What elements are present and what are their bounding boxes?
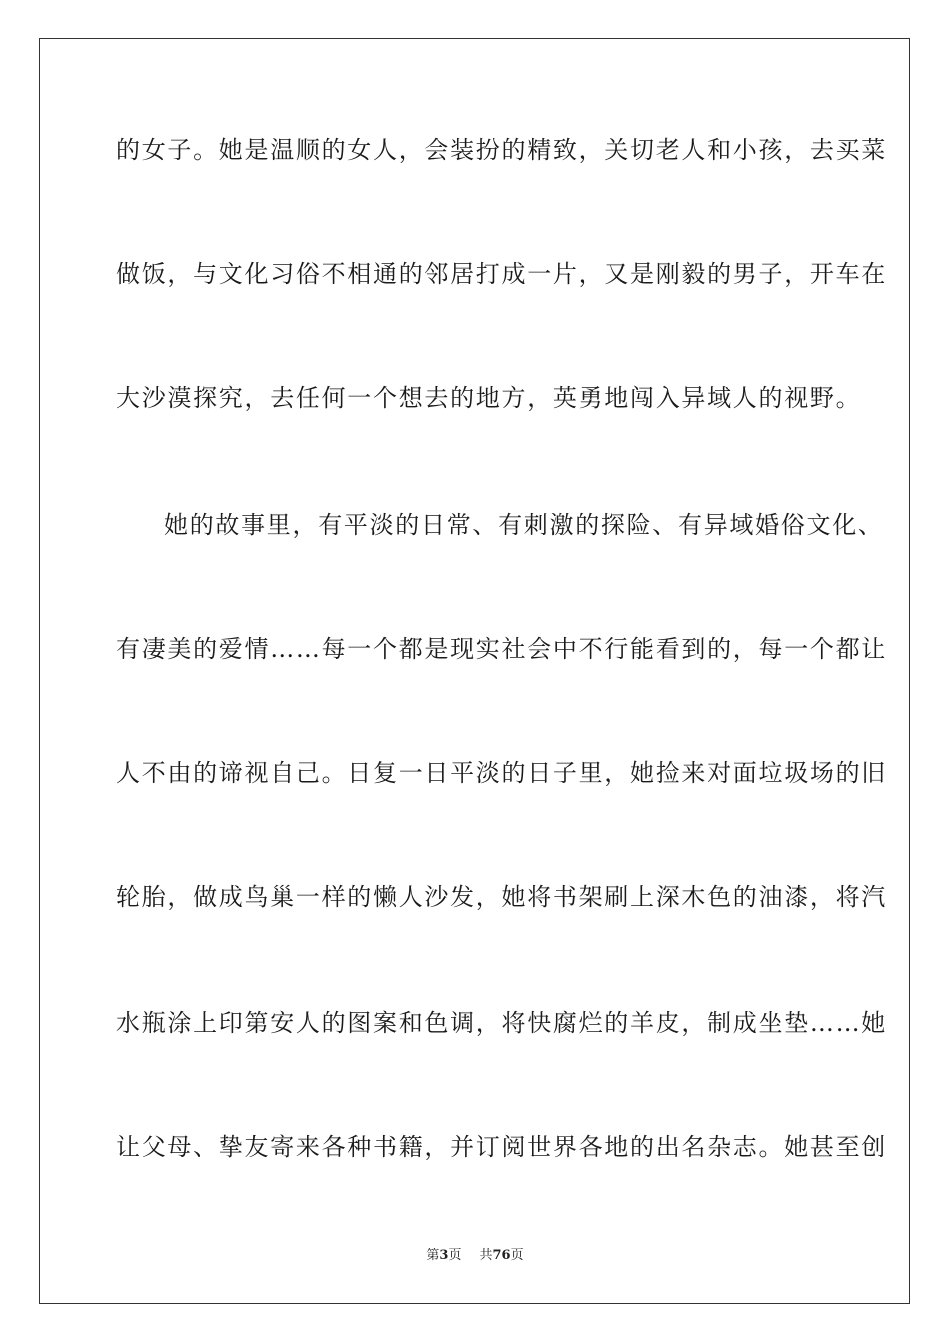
page-footer [0, 1247, 950, 1265]
text-line-9: 让父母、挚友寄来各种书籍，并订阅世界各地的出名杂志。她甚至创 [116, 1133, 887, 1161]
text-line-3: 大沙漠探究，去任何一个想去的地方，英勇地闯入异域人的视野。 [116, 384, 862, 412]
total-prefix: 共 [479, 1248, 493, 1263]
page-prefix: 第 [426, 1248, 440, 1263]
text-line-5: 有凄美的爱情……每一个都是现实社会中不行能看到的，每一个都让 [116, 635, 887, 663]
text-line-4-paragraph-start: 她的故事里，有平淡的日常、有刺激的探险、有异域婚俗文化、 [164, 511, 884, 539]
text-line-8: 水瓶涂上印第安人的图案和色调，将快腐烂的羊皮，制成坐垫……她 [116, 1009, 887, 1037]
page-suffix: 页 [448, 1248, 462, 1263]
text-line-1: 的女子。她是温顺的女人，会装扮的精致，关切老人和小孩，去买菜 [116, 136, 887, 164]
text-line-6: 人不由的谛视自己。日复一日平淡的日子里，她捡来对面垃圾场的旧 [116, 759, 887, 787]
total-pages: 76 [492, 1248, 511, 1263]
page-border [39, 38, 910, 1304]
total-suffix: 页 [510, 1248, 524, 1263]
text-line-2: 做饭，与文化习俗不相通的邻居打成一片，又是刚毅的男子，开车在 [116, 260, 887, 288]
text-line-7: 轮胎，做成鸟巢一样的懒人沙发，她将书架刷上深木色的油漆，将汽 [116, 883, 887, 911]
page-number: 3 [439, 1248, 449, 1263]
